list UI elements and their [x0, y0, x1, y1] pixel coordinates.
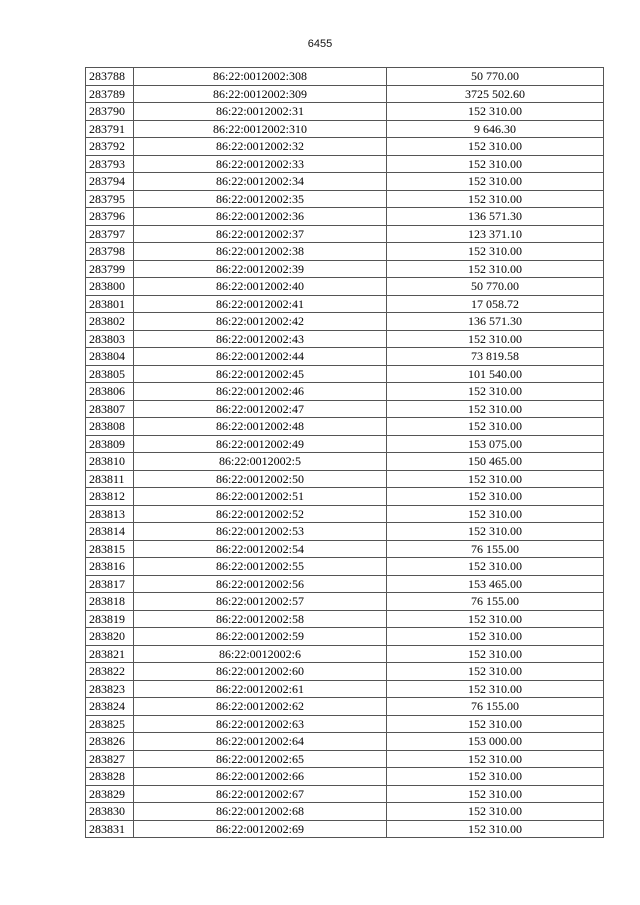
- table-body: [86, 68, 604, 838]
- cadastral-number-cell: 86:22:0012002:36: [134, 208, 387, 226]
- cadastral-value-cell: 9 646.30: [387, 120, 604, 138]
- cadastral-value-cell: 153 465.00: [387, 575, 604, 593]
- cadastral-value-cell: 152 310.00: [387, 505, 604, 523]
- cadastral-number-cell: 86:22:0012002:58: [134, 610, 387, 628]
- cadastral-number-cell: 86:22:0012002:45: [134, 365, 387, 383]
- table-row: [86, 453, 604, 471]
- cadastral-value-cell: 76 155.00: [387, 540, 604, 558]
- cadastral-value-cell: 152 310.00: [387, 470, 604, 488]
- table-row: [86, 680, 604, 698]
- table-row: [86, 278, 604, 296]
- cadastral-value-cell: 152 310.00: [387, 768, 604, 786]
- cadastral-value-cell: 152 310.00: [387, 173, 604, 191]
- record-number-cell: 283791: [86, 120, 134, 138]
- cadastral-number-cell: 86:22:0012002:47: [134, 400, 387, 418]
- cadastral-value-cell: 152 310.00: [387, 628, 604, 646]
- table-row: [86, 733, 604, 751]
- cadastral-number-cell: 86:22:0012002:65: [134, 750, 387, 768]
- table-row: [86, 190, 604, 208]
- cadastral-number-cell: 86:22:0012002:32: [134, 138, 387, 156]
- record-number-cell: 283797: [86, 225, 134, 243]
- cadastral-number-cell: 86:22:0012002:42: [134, 313, 387, 331]
- table-row: [86, 313, 604, 331]
- cadastral-number-cell: 86:22:0012002:309: [134, 85, 387, 103]
- cadastral-number-cell: 86:22:0012002:56: [134, 575, 387, 593]
- record-number-cell: 283830: [86, 803, 134, 821]
- cadastral-number-cell: 86:22:0012002:35: [134, 190, 387, 208]
- table-row: [86, 785, 604, 803]
- cadastral-value-cell: 152 310.00: [387, 558, 604, 576]
- cadastral-number-cell: 86:22:0012002:68: [134, 803, 387, 821]
- cadastral-value-cell: 136 571.30: [387, 313, 604, 331]
- cadastral-value-cell: 152 310.00: [387, 680, 604, 698]
- record-number-cell: 283788: [86, 68, 134, 86]
- record-number-cell: 283808: [86, 418, 134, 436]
- table-row: [86, 820, 604, 838]
- record-number-cell: 283829: [86, 785, 134, 803]
- cadastral-number-cell: 86:22:0012002:38: [134, 243, 387, 261]
- cadastral-number-cell: 86:22:0012002:63: [134, 715, 387, 733]
- table-row: [86, 243, 604, 261]
- cadastral-value-cell: 50 770.00: [387, 278, 604, 296]
- cadastral-value-cell: 76 155.00: [387, 593, 604, 611]
- cadastral-number-cell: 86:22:0012002:33: [134, 155, 387, 173]
- cadastral-value-cell: 150 465.00: [387, 453, 604, 471]
- cadastral-value-cell: 152 310.00: [387, 138, 604, 156]
- cadastral-number-cell: 86:22:0012002:310: [134, 120, 387, 138]
- cadastral-number-cell: 86:22:0012002:6: [134, 645, 387, 663]
- record-number-cell: 283818: [86, 593, 134, 611]
- table-row: [86, 260, 604, 278]
- table-row: [86, 120, 604, 138]
- cadastral-value-cell: 101 540.00: [387, 365, 604, 383]
- cadastral-value-cell: 3725 502.60: [387, 85, 604, 103]
- cadastral-value-cell: 152 310.00: [387, 488, 604, 506]
- cadastral-value-cell: 152 310.00: [387, 610, 604, 628]
- record-number-cell: 283810: [86, 453, 134, 471]
- cadastral-value-cell: 152 310.00: [387, 523, 604, 541]
- cadastral-number-cell: 86:22:0012002:50: [134, 470, 387, 488]
- record-number-cell: 283813: [86, 505, 134, 523]
- table-row: [86, 523, 604, 541]
- table-row: [86, 208, 604, 226]
- table-row: [86, 645, 604, 663]
- cadastral-number-cell: 86:22:0012002:46: [134, 383, 387, 401]
- cadastral-value-cell: 153 000.00: [387, 733, 604, 751]
- record-number-cell: 283796: [86, 208, 134, 226]
- table-row: [86, 225, 604, 243]
- cadastral-value-table: [85, 67, 604, 838]
- cadastral-number-cell: 86:22:0012002:53: [134, 523, 387, 541]
- cadastral-value-cell: 152 310.00: [387, 418, 604, 436]
- table-row: [86, 68, 604, 86]
- record-number-cell: 283792: [86, 138, 134, 156]
- cadastral-number-cell: 86:22:0012002:49: [134, 435, 387, 453]
- record-number-cell: 283816: [86, 558, 134, 576]
- table-row: [86, 173, 604, 191]
- table-row: [86, 540, 604, 558]
- record-number-cell: 283799: [86, 260, 134, 278]
- record-number-cell: 283814: [86, 523, 134, 541]
- cadastral-value-cell: 152 310.00: [387, 103, 604, 121]
- cadastral-number-cell: 86:22:0012002:60: [134, 663, 387, 681]
- table-row: [86, 383, 604, 401]
- record-number-cell: 283817: [86, 575, 134, 593]
- table-row: [86, 85, 604, 103]
- table-row: [86, 715, 604, 733]
- record-number-cell: 283801: [86, 295, 134, 313]
- table-row: [86, 593, 604, 611]
- cadastral-value-cell: 152 310.00: [387, 155, 604, 173]
- record-number-cell: 283823: [86, 680, 134, 698]
- cadastral-number-cell: 86:22:0012002:43: [134, 330, 387, 348]
- table-row: [86, 610, 604, 628]
- cadastral-number-cell: 86:22:0012002:5: [134, 453, 387, 471]
- page-number: 6455: [307, 38, 333, 50]
- cadastral-number-cell: 86:22:0012002:51: [134, 488, 387, 506]
- cadastral-number-cell: 86:22:0012002:55: [134, 558, 387, 576]
- record-number-cell: 283820: [86, 628, 134, 646]
- table-row: [86, 365, 604, 383]
- cadastral-number-cell: 86:22:0012002:48: [134, 418, 387, 436]
- cadastral-value-cell: 152 310.00: [387, 190, 604, 208]
- cadastral-value-cell: 152 310.00: [387, 243, 604, 261]
- cadastral-value-cell: 152 310.00: [387, 803, 604, 821]
- cadastral-value-cell: 17 058.72: [387, 295, 604, 313]
- cadastral-number-cell: 86:22:0012002:62: [134, 698, 387, 716]
- cadastral-value-cell: 76 155.00: [387, 698, 604, 716]
- cadastral-number-cell: 86:22:0012002:67: [134, 785, 387, 803]
- cadastral-number-cell: 86:22:0012002:34: [134, 173, 387, 191]
- record-number-cell: 283812: [86, 488, 134, 506]
- cadastral-value-cell: 152 310.00: [387, 820, 604, 838]
- table-row: [86, 575, 604, 593]
- table-row: [86, 138, 604, 156]
- record-number-cell: 283795: [86, 190, 134, 208]
- record-number-cell: 283802: [86, 313, 134, 331]
- cadastral-number-cell: 86:22:0012002:54: [134, 540, 387, 558]
- record-number-cell: 283800: [86, 278, 134, 296]
- cadastral-number-cell: 86:22:0012002:39: [134, 260, 387, 278]
- table-row: [86, 470, 604, 488]
- record-number-cell: 283828: [86, 768, 134, 786]
- cadastral-number-cell: 86:22:0012002:66: [134, 768, 387, 786]
- cadastral-value-cell: 153 075.00: [387, 435, 604, 453]
- record-number-cell: 283807: [86, 400, 134, 418]
- cadastral-number-cell: 86:22:0012002:31: [134, 103, 387, 121]
- cadastral-value-cell: 152 310.00: [387, 400, 604, 418]
- record-number-cell: 283831: [86, 820, 134, 838]
- table-row: [86, 400, 604, 418]
- cadastral-number-cell: 86:22:0012002:44: [134, 348, 387, 366]
- table-row: [86, 505, 604, 523]
- cadastral-number-cell: 86:22:0012002:69: [134, 820, 387, 838]
- cadastral-number-cell: 86:22:0012002:59: [134, 628, 387, 646]
- table-row: [86, 155, 604, 173]
- table-row: [86, 418, 604, 436]
- table-row: [86, 768, 604, 786]
- table-row: [86, 435, 604, 453]
- table-row: [86, 750, 604, 768]
- record-number-cell: 283822: [86, 663, 134, 681]
- cadastral-value-cell: 50 770.00: [387, 68, 604, 86]
- cadastral-number-cell: 86:22:0012002:52: [134, 505, 387, 523]
- cadastral-number-cell: 86:22:0012002:61: [134, 680, 387, 698]
- table-row: [86, 330, 604, 348]
- table-row: [86, 628, 604, 646]
- record-number-cell: 283826: [86, 733, 134, 751]
- record-number-cell: 283790: [86, 103, 134, 121]
- record-number-cell: 283794: [86, 173, 134, 191]
- record-number-cell: 283789: [86, 85, 134, 103]
- record-number-cell: 283805: [86, 365, 134, 383]
- cadastral-value-cell: 152 310.00: [387, 663, 604, 681]
- table-row: [86, 488, 604, 506]
- cadastral-value-cell: 152 310.00: [387, 383, 604, 401]
- cadastral-value-cell: 152 310.00: [387, 260, 604, 278]
- table-row: [86, 103, 604, 121]
- table-row: [86, 803, 604, 821]
- cadastral-number-cell: 86:22:0012002:40: [134, 278, 387, 296]
- table-row: [86, 698, 604, 716]
- record-number-cell: 283798: [86, 243, 134, 261]
- table-row: [86, 663, 604, 681]
- record-number-cell: 283809: [86, 435, 134, 453]
- cadastral-value-cell: 152 310.00: [387, 330, 604, 348]
- cadastral-number-cell: 86:22:0012002:64: [134, 733, 387, 751]
- record-number-cell: 283803: [86, 330, 134, 348]
- table-row: [86, 348, 604, 366]
- cadastral-number-cell: 86:22:0012002:41: [134, 295, 387, 313]
- cadastral-value-cell: 152 310.00: [387, 645, 604, 663]
- cadastral-value-cell: 73 819.58: [387, 348, 604, 366]
- record-number-cell: 283819: [86, 610, 134, 628]
- cadastral-number-cell: 86:22:0012002:37: [134, 225, 387, 243]
- record-number-cell: 283815: [86, 540, 134, 558]
- record-number-cell: 283811: [86, 470, 134, 488]
- record-number-cell: 283827: [86, 750, 134, 768]
- cadastral-value-cell: 152 310.00: [387, 785, 604, 803]
- record-number-cell: 283793: [86, 155, 134, 173]
- record-number-cell: 283821: [86, 645, 134, 663]
- cadastral-value-cell: 152 310.00: [387, 750, 604, 768]
- table-row: [86, 558, 604, 576]
- record-number-cell: 283824: [86, 698, 134, 716]
- cadastral-value-cell: 123 371.10: [387, 225, 604, 243]
- cadastral-number-cell: 86:22:0012002:308: [134, 68, 387, 86]
- table-row: [86, 295, 604, 313]
- cadastral-value-cell: 152 310.00: [387, 715, 604, 733]
- record-number-cell: 283806: [86, 383, 134, 401]
- record-number-cell: 283825: [86, 715, 134, 733]
- cadastral-value-cell: 136 571.30: [387, 208, 604, 226]
- record-number-cell: 283804: [86, 348, 134, 366]
- cadastral-number-cell: 86:22:0012002:57: [134, 593, 387, 611]
